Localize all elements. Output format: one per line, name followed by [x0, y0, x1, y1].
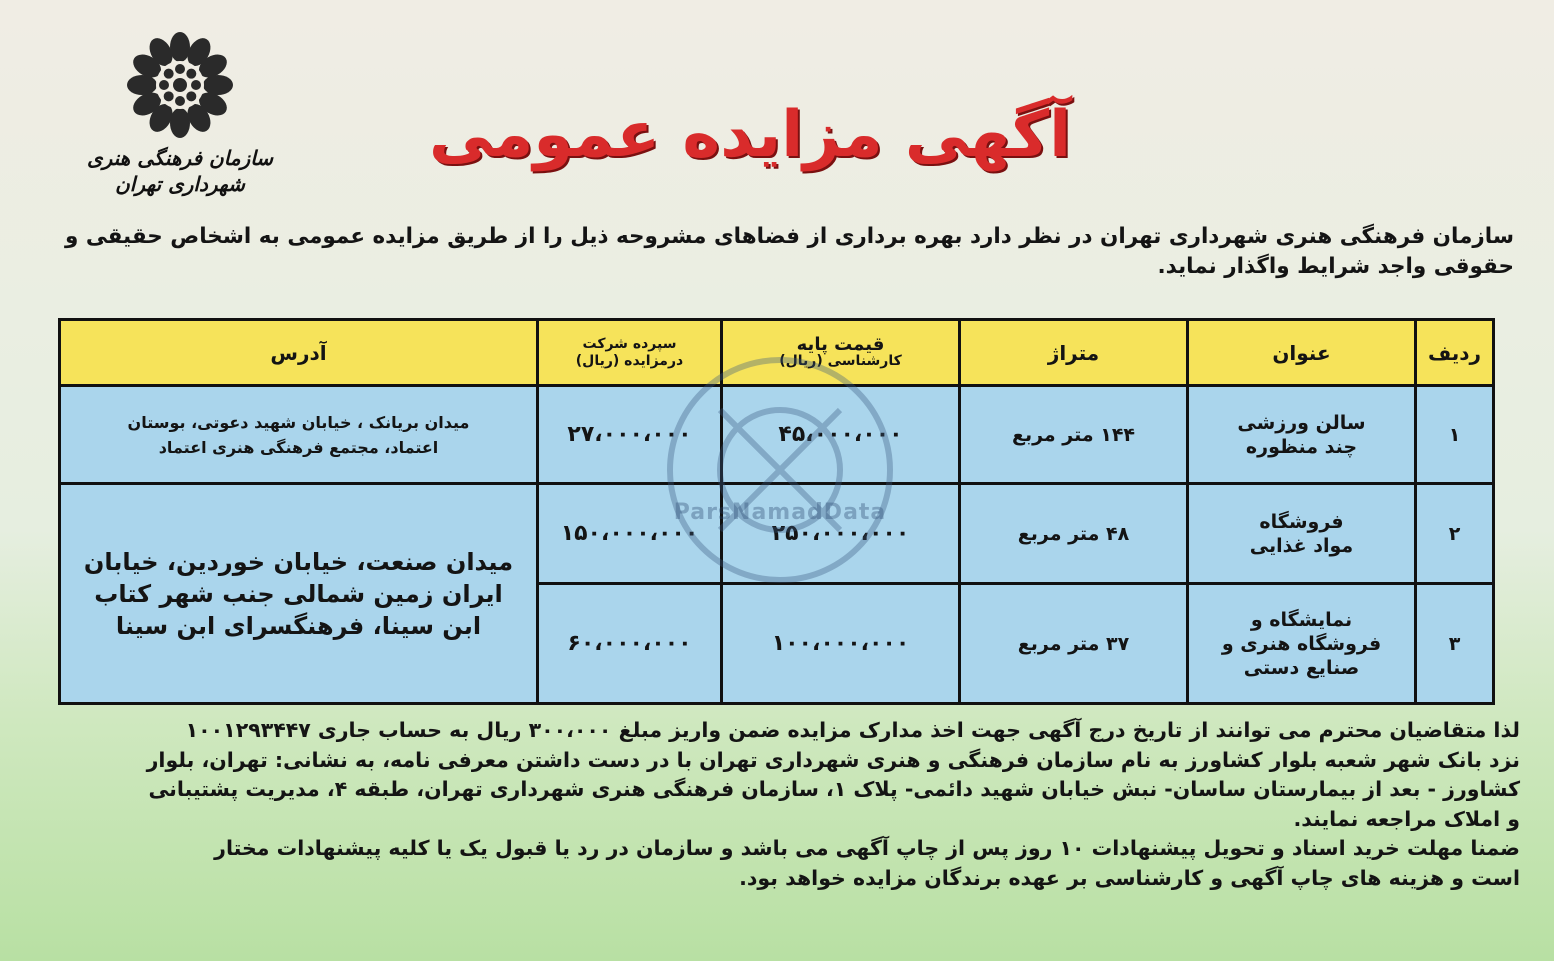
- body-paragraph: [30, 716, 1520, 893]
- body-line-4: و املاک مراجعه نمایند.: [1293, 806, 1520, 831]
- organization-logo: [70, 30, 300, 210]
- cell-row-no: ۱: [1416, 386, 1494, 484]
- cell-area: ۱۴۴ متر مربع: [960, 386, 1188, 484]
- cell-shared-address: [60, 484, 538, 704]
- cell-title-line: فروشگاه هنری و: [1221, 632, 1382, 655]
- body-line-1: لذا متقاضیان محترم می توانند از تاریخ درج آگهی جهت اخذ مدارک مزایده ضمن واریز مبلغ ۳۰۰،۰۰۰ ریال به حساب جاری ۱۰۰۱۲۹۳۴۴۷: [185, 718, 1520, 742]
- logo-org-line2: شهرداری تهران: [115, 172, 245, 196]
- body-line-2: نزد بانک شهر شعبه بلوار کشاورز به نام سازمان فرهنگی و هنری شهرداری تهران با در دست داشتن معرفی نامه، به نشانی: تهران، بلوار: [146, 747, 1520, 772]
- cell-base-price: ۴۵،۰۰۰،۰۰۰: [722, 386, 960, 484]
- cell-title-line: نمایشگاه و: [1250, 608, 1353, 631]
- cell-row-no: ۳: [1416, 584, 1494, 704]
- header-base-price-line2: کارشناسی (ریال): [779, 352, 902, 369]
- cell-area: ۴۸ متر مربع: [960, 484, 1188, 584]
- cell-address-line: ایران زمین شمالی جنب شهر کتاب: [94, 579, 503, 608]
- cell-title-line: چند منظوره: [1245, 435, 1358, 458]
- header-title: عنوان: [1188, 320, 1416, 386]
- cell-address-line: اعتماد، مجتمع فرهنگی هنری اعتماد: [158, 437, 439, 457]
- intro-line-2: حقوقی واجد شرایط واگذار نماید.: [1157, 254, 1514, 279]
- header-deposit: [538, 320, 722, 386]
- cell-base-price: ۲۵۰،۰۰۰،۰۰۰: [722, 484, 960, 584]
- cell-address-line: میدان بریانک ، خیابان شهید دعوتی، بوستان: [127, 412, 470, 432]
- header-area: متراژ: [960, 320, 1188, 386]
- body-line-6: است و هزینه های چاپ آگهی و کارشناسی بر عهده برندگان مزایده خواهد بود.: [739, 865, 1520, 890]
- page-title: آگهی مزایده عمومی: [429, 98, 1071, 172]
- header-row-no: ردیف: [1416, 320, 1494, 386]
- table-row: [60, 484, 1494, 584]
- cell-title: [1188, 386, 1416, 484]
- cell-deposit: ۶۰،۰۰۰،۰۰۰: [538, 584, 722, 704]
- intro-paragraph: [34, 222, 1514, 282]
- cell-address: [60, 386, 538, 484]
- cell-deposit: ۲۷،۰۰۰،۰۰۰: [538, 386, 722, 484]
- header-base-price-line1: قیمت پایه: [796, 333, 885, 355]
- header-deposit-line2: درمزایده (ریال): [575, 352, 684, 369]
- cell-title: [1188, 584, 1416, 704]
- logo-org-line1: سازمان فرهنگی هنری: [86, 146, 274, 170]
- header-deposit-line1: سپرده شرکت: [582, 335, 677, 352]
- watermark-brand: ParsNamadData: [673, 500, 887, 525]
- intro-line-1: سازمان فرهنگی هنری شهرداری تهران در نظر دارد بهره برداری از فضاهای مشروحه ذیل را از طریق مزایده عمومی به اشخاص حقیقی و: [64, 224, 1514, 249]
- header-address: آدرس: [60, 320, 538, 386]
- flower-emblem-icon: [120, 30, 240, 140]
- cell-title-line: مواد غذایی: [1249, 534, 1354, 557]
- body-line-5: ضمنا مهلت خرید اسناد و تحویل پیشنهادات ۱۰ روز پس از چاپ آگهی می باشد و سازمان در رد یا قبول یک یا کلیه پیشنهادات مختار: [214, 836, 1520, 860]
- logo-org-name: [70, 145, 290, 197]
- cell-deposit: ۱۵۰،۰۰۰،۰۰۰: [538, 484, 722, 584]
- cell-title-line: فروشگاه: [1259, 510, 1344, 533]
- cell-area: ۳۷ متر مربع: [960, 584, 1188, 704]
- cell-title-line: صنایع دستی: [1243, 656, 1360, 679]
- table-header-row: [60, 320, 1494, 386]
- table-row: [60, 386, 1494, 484]
- cell-address-line: ابن سینا، فرهنگسرای ابن سینا: [115, 611, 482, 640]
- cell-title-line: سالن ورزشی: [1237, 411, 1366, 434]
- body-line-3: کشاورز - بعد از بیمارستان ساسان- نبش خیابان شهید دائمی- پلاک ۱، سازمان فرهنگی هنری شهرداری تهران، طبقه ۴، مدیریت پشتیبانی: [148, 777, 1520, 801]
- cell-address-line: میدان صنعت، خیابان خوردین، خیابان: [83, 547, 514, 576]
- cell-title: [1188, 484, 1416, 584]
- header-base-price: [722, 320, 960, 386]
- cell-row-no: ۲: [1416, 484, 1494, 584]
- cell-base-price: ۱۰۰،۰۰۰،۰۰۰: [722, 584, 960, 704]
